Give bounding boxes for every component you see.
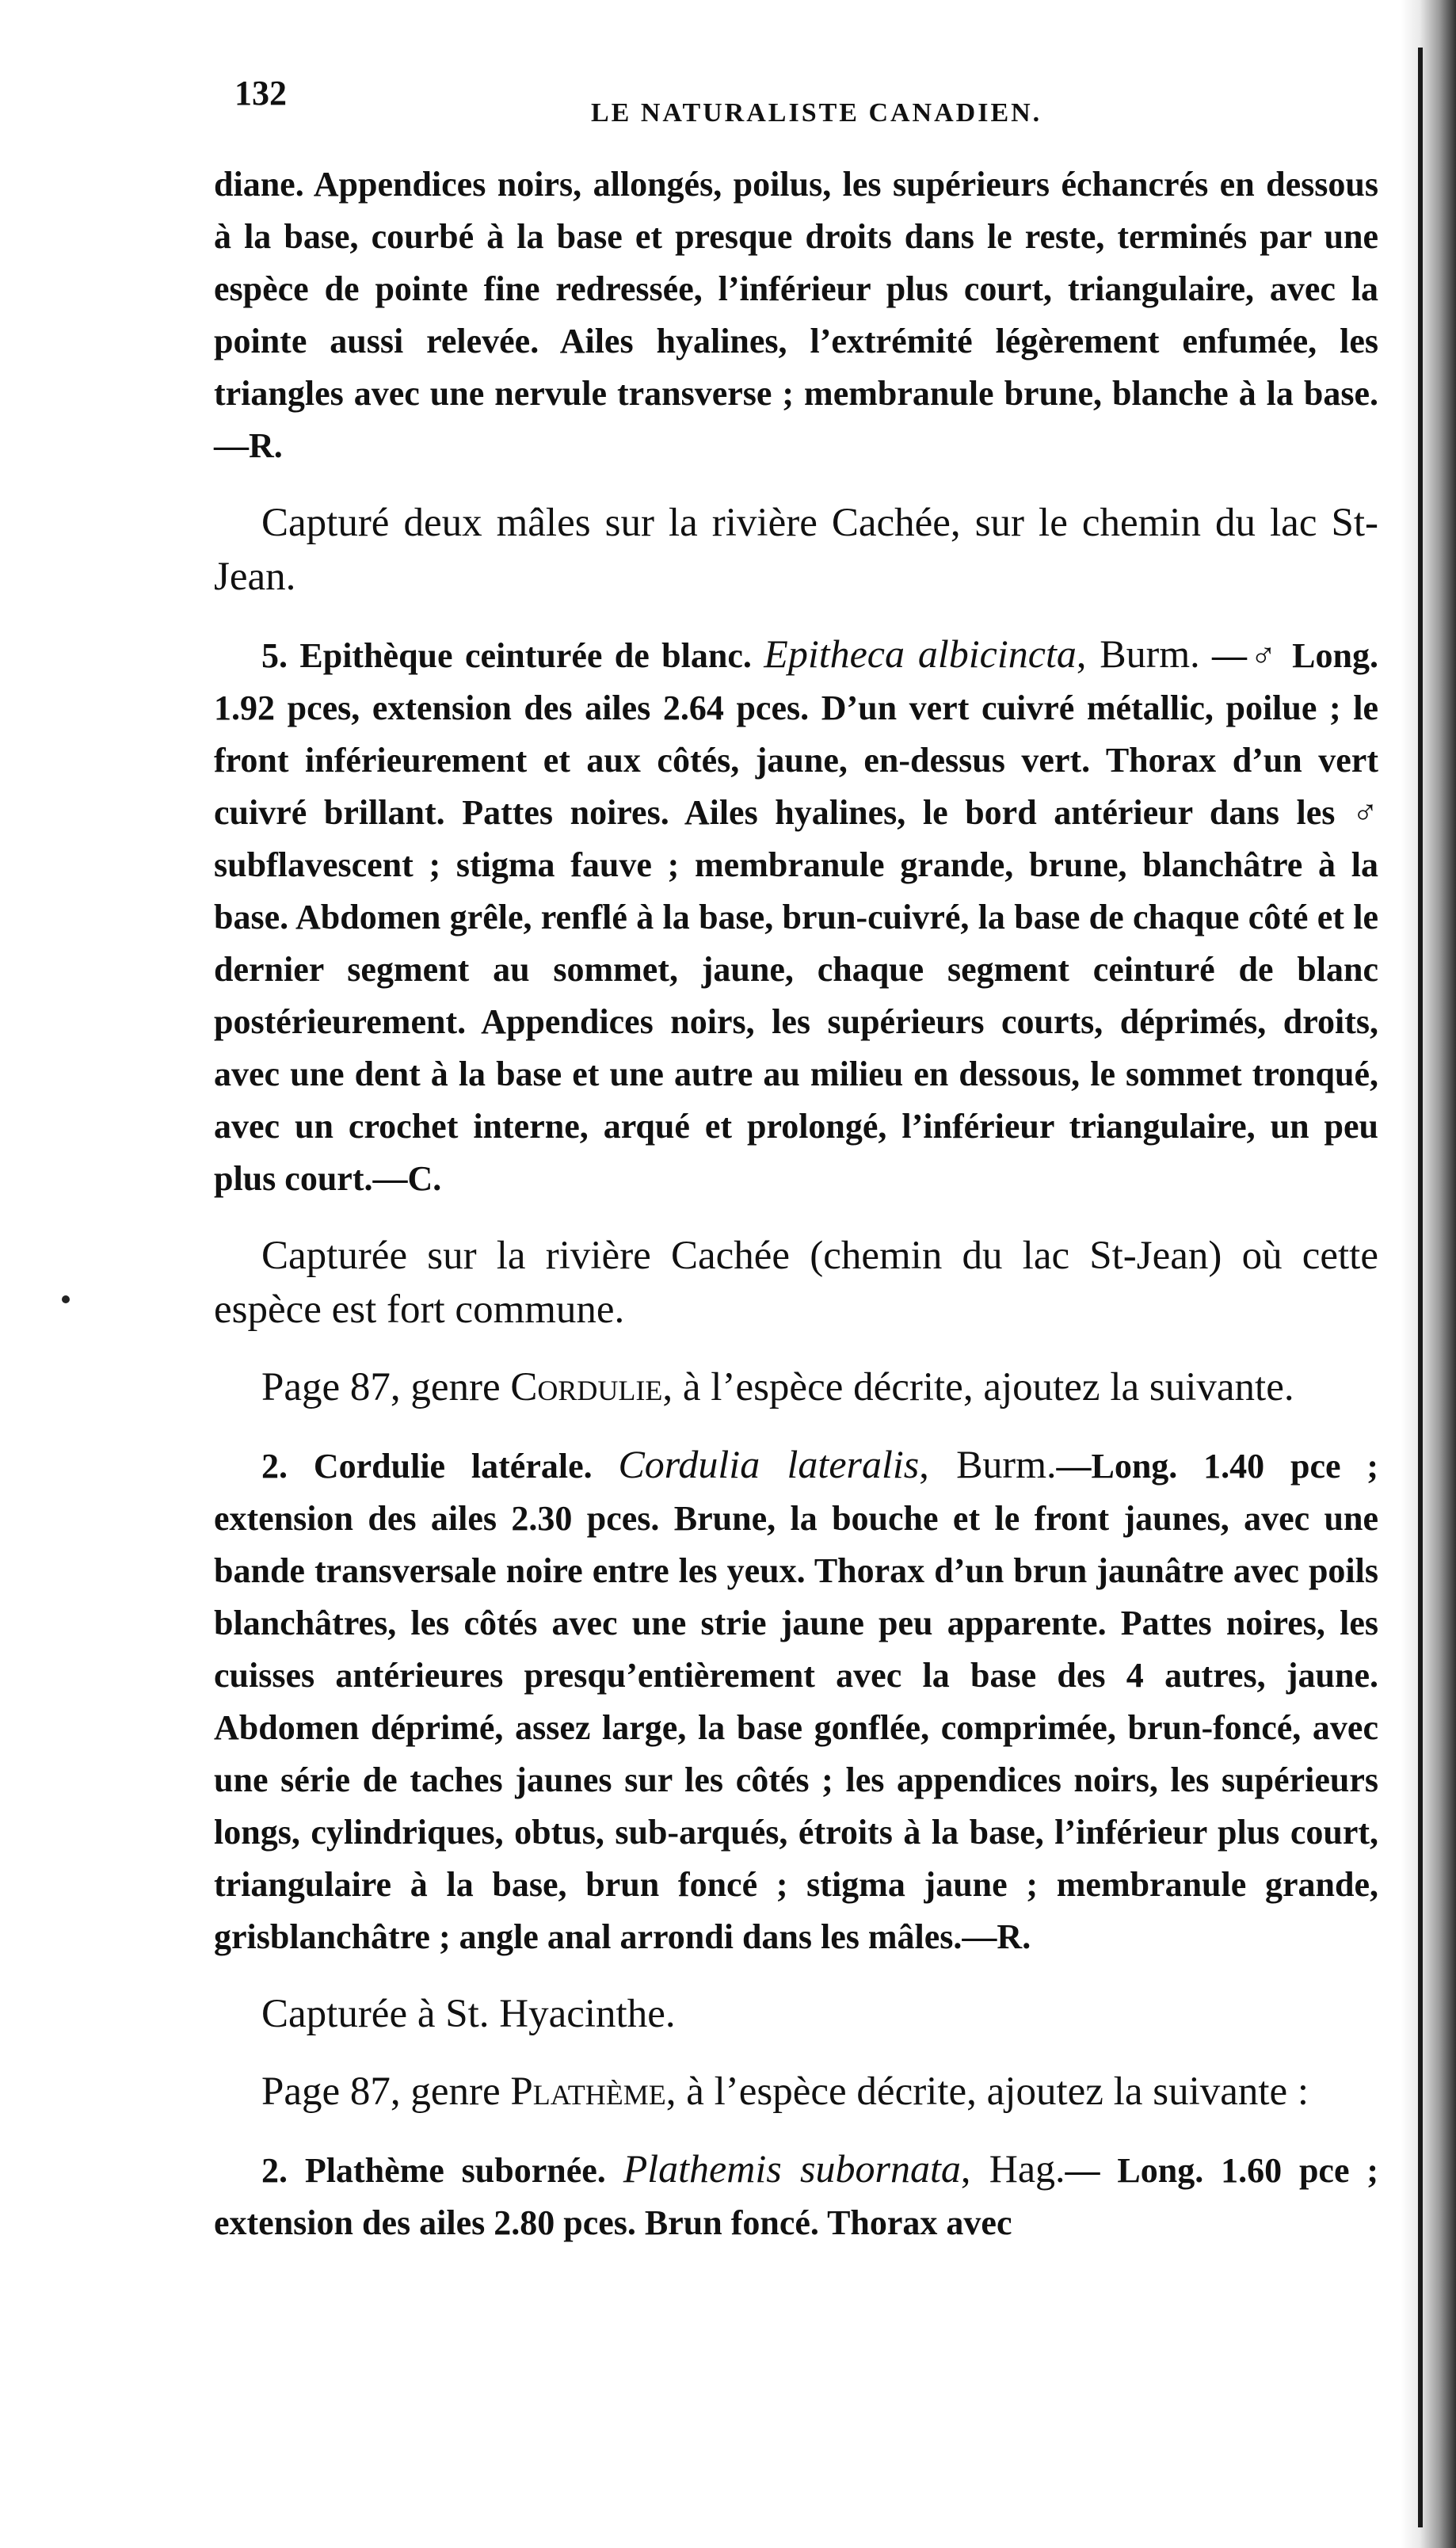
paragraph-species-plathemis [214,2142,1378,2249]
page-number: 132 [234,74,287,113]
paragraph-capture-note-3: Capturée à St. Hyacinthe. [261,1992,676,2036]
species-description: —Long. 1.40 pce ; extension des ailes 2.30 pces. Brune, la bouche et le front jaunes, avec une bande transversale noire entre les yeux. Thorax d’un brun jaunâtre avec poils blanchâtres, les côtés avec une strie jaune peu apparente. Pattes noires, les cuisses antérieures presqu’entièrement avec la base des 4 autres, jaune. Abdomen déprimé, assez large, la base gonflée, comprimée, brun-foncé, avec une série de taches jaunes sur les côtés ; les appendices noirs, les supérieurs longs, cylindriques, obtus, sub-arqués, étroits à la base, l’inférieur plus court, triangulaire à la base, brun foncé ; stigma jaune ; membranule grande, grisblanchâtre ; angle anal arrondi dans les mâles.—R. [214,1447,1378,1956]
addition-text-after: , à l’espèce décrite, ajoutez la suivante. [662,1365,1294,1409]
genus-name: Plathème [510,2069,666,2114]
species-author: , Burm. [1076,631,1200,676]
species-latin-name: Epitheca albicincta [764,631,1077,676]
margin-dot [62,1295,70,1303]
page-spine-shadow [1401,0,1456,2548]
species-heading: 5. Epithèque ceinturée de blanc. [261,636,752,675]
addition-text-before: Page 87, genre [261,2069,511,2114]
paragraph-genus-addition-1 [214,1360,1378,1414]
species-heading: 2. Cordulie latérale. [261,1447,593,1486]
page-body [214,158,1378,2273]
species-latin-name: Plathemis subornata [623,2146,961,2191]
paragraph-species-epitheca [214,627,1378,1205]
genus-name: Cordulie [510,1365,663,1409]
paragraph-capture-note-2: Capturée sur la rivière Cachée (chemin du lac St-Jean) où cette espèce est fort commune. [214,1234,1378,1332]
species-description: —♂ Long. 1.92 pces, extension des ailes 2.64 pces. D’un vert cuivré métallic, poilue ; le front inférieurement et aux côtés, jaune, en-dessus vert. Thorax d’un vert cuivré brillant. Pattes noires. Ailes hyalines, le bord antérieur dans les ♂ subflavescent ; stigma fauve ; membranule grande, brune, blanchâtre à la base. Abdomen grêle, renflé à la base, brun-cuivré, la base de chaque côté et le dernier segment au sommet, jaune, chaque segment ceinturé de blanc postérieurement. Appendices noirs, les supérieurs courts, déprimés, droits, avec une dent à la base et une autre au milieu en dessous, le sommet tronqué, avec un crochet interne, arqué et prolongé, l’inférieur triangulaire, un peu plus court.—C. [214,636,1378,1198]
species-author: , Hag. [960,2146,1065,2191]
species-heading: 2. Plathème subornée. [261,2151,606,2190]
page-header [234,73,1185,136]
addition-text-after: , à l’espèce décrite, ajoutez la suivante : [665,2069,1309,2114]
species-latin-name: Cordulia lateralis [618,1442,920,1486]
addition-text-before: Page 87, genre [261,1365,511,1409]
page-spine-edge [1418,48,1423,2527]
paragraph-description-end: diane. Appendices noirs, allongés, poilus, les supérieurs échancrés en dessous à la base, courbé à la base et presque droits dans le reste, terminés par une espèce de pointe fine redressée, l’inférieur plus court, triangulaire, avec la pointe aussi relevée. Ailes hyalines, l’extrémité légèrement enfumée, les triangles avec une nervule transverse ; membranule brune, blanche à la base.—R. [214,165,1378,465]
running-title: LE NATURALISTE CANADIEN. [591,98,1042,128]
paragraph-genus-addition-2 [214,2065,1378,2119]
paragraph-species-cordulia [214,1438,1378,1963]
species-description: — Long. 1.60 pce ; extension des ailes 2.80 pces. Brun foncé. Thorax avec [214,2151,1378,2242]
species-author: , Burm. [919,1442,1057,1486]
paragraph-capture-note-1: Capturé deux mâles sur la rivière Cachée, sur le chemin du lac St-Jean. [214,501,1378,599]
